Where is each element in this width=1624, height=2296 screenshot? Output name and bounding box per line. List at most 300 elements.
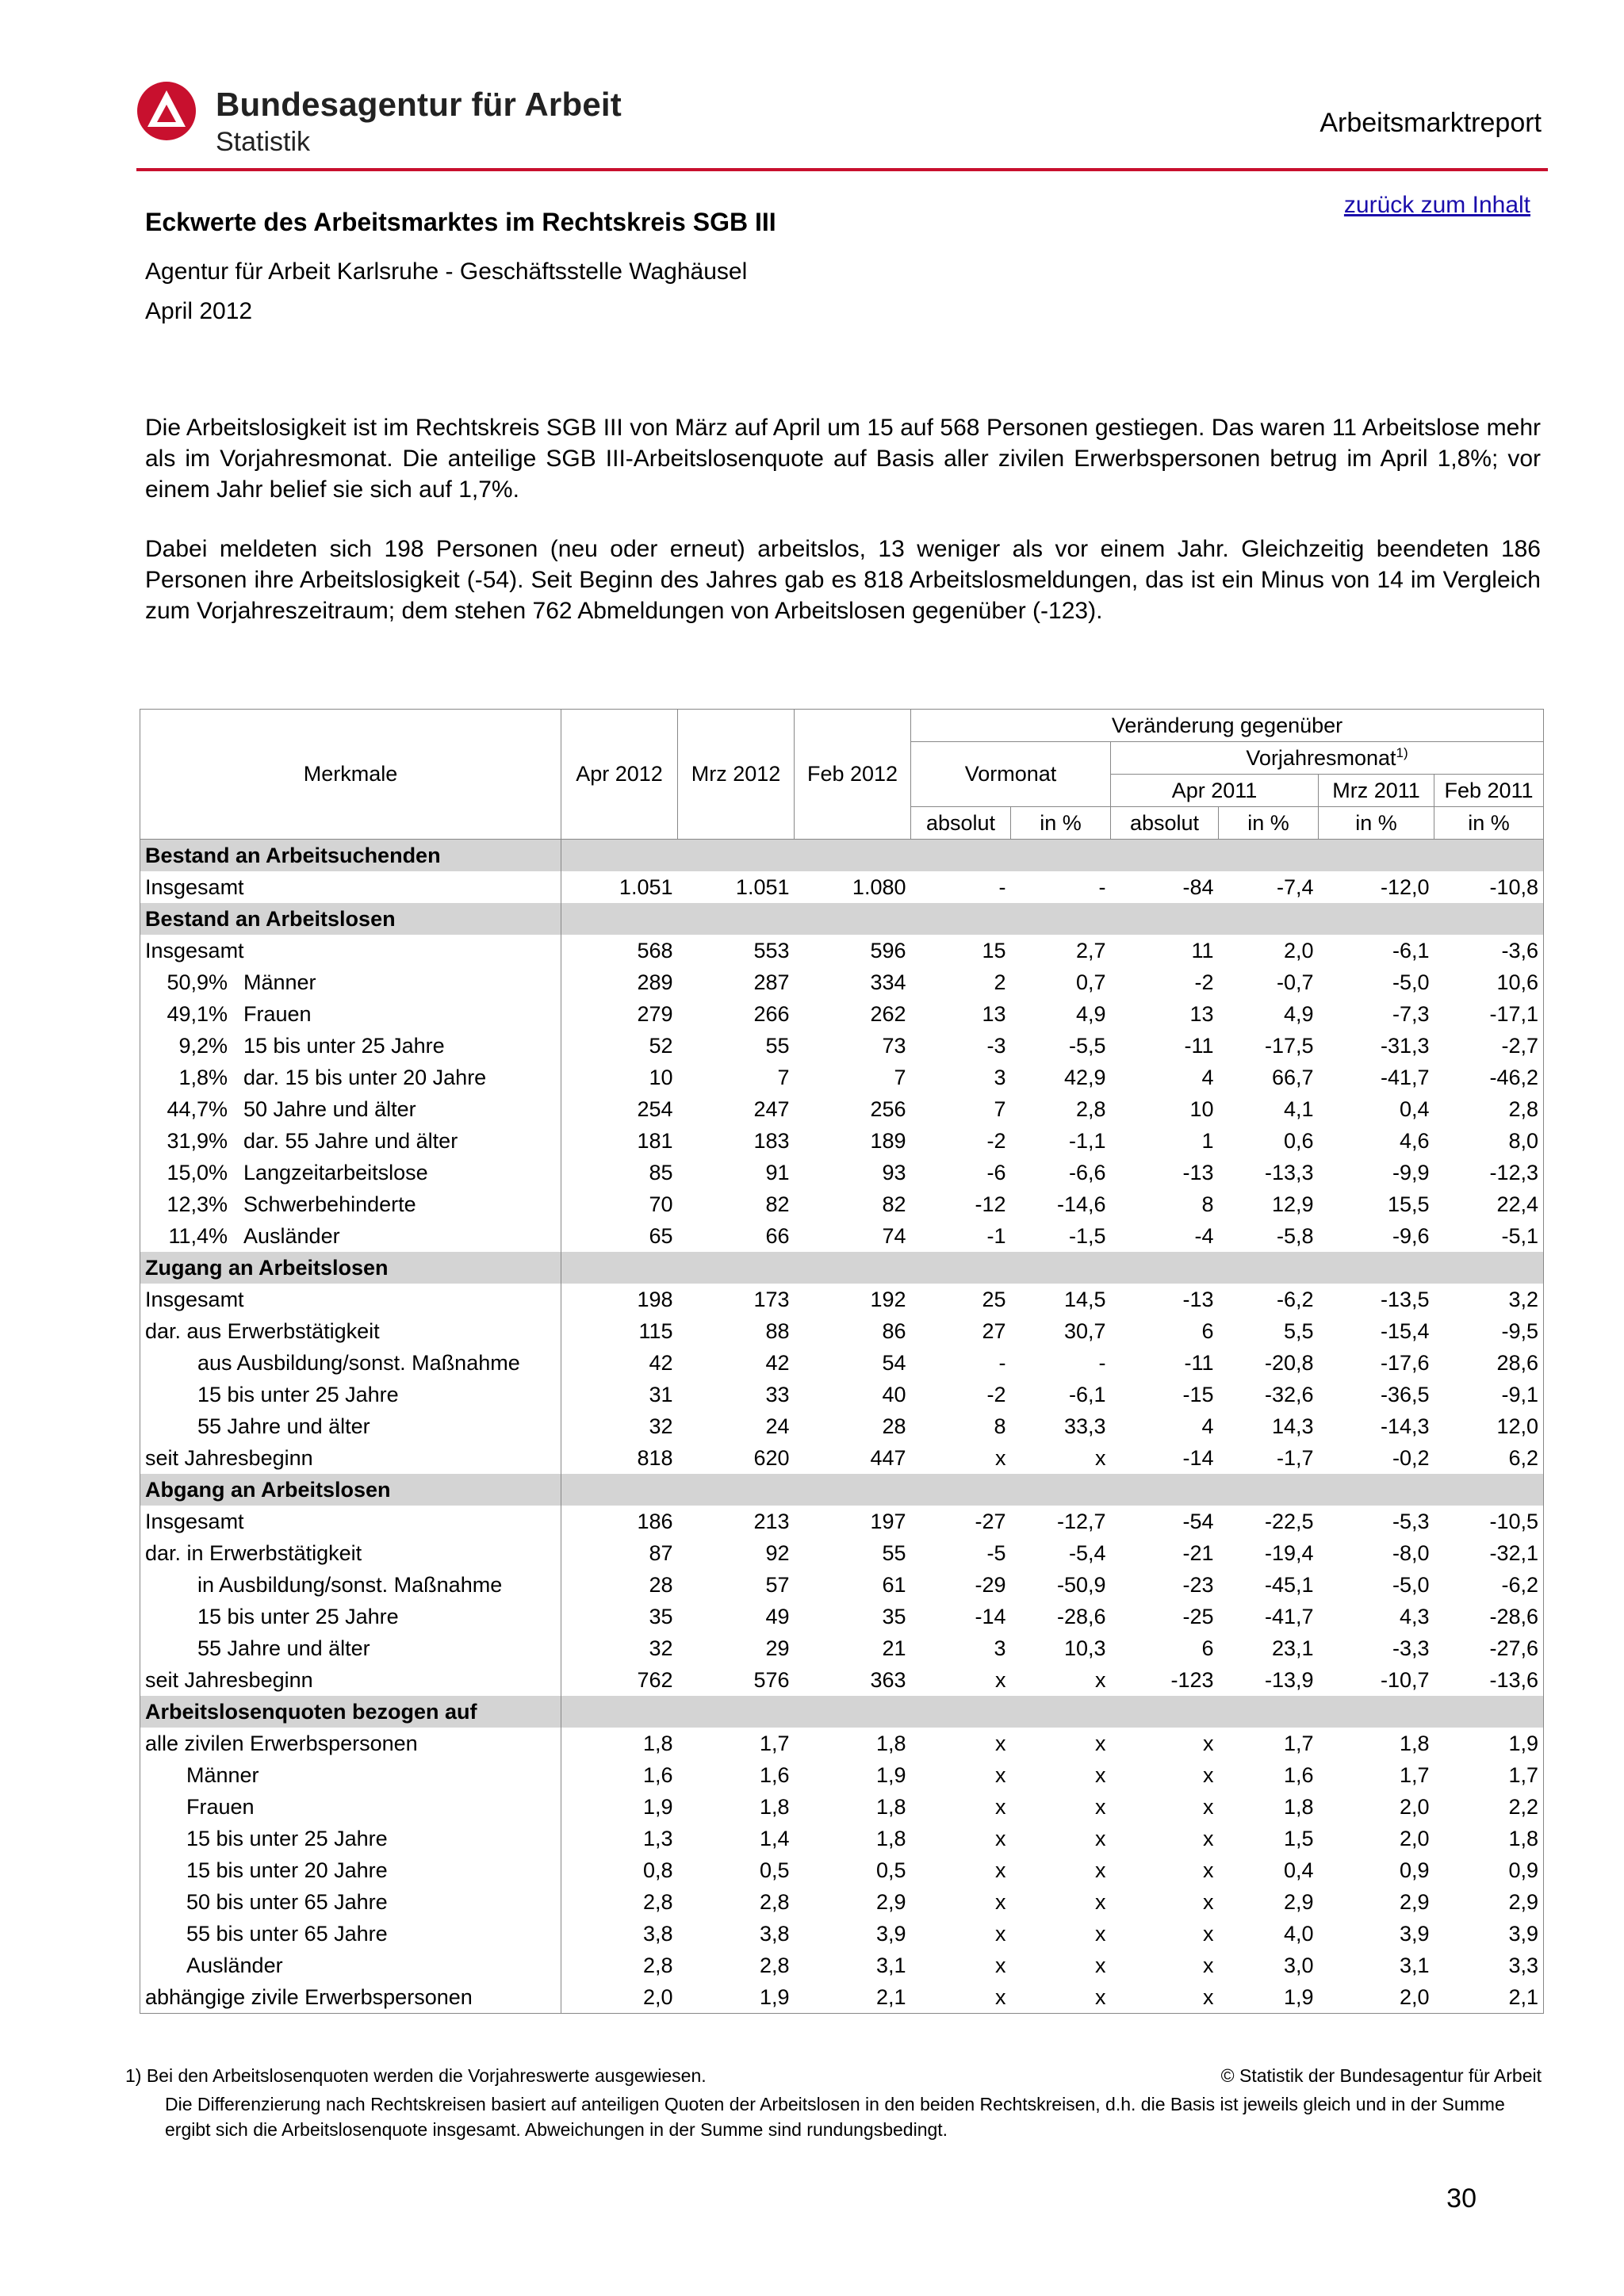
value-cell: 12,0 — [1434, 1410, 1544, 1442]
value-cell: x — [1095, 1858, 1106, 1882]
value-cell: -6,2 — [1434, 1569, 1544, 1601]
row-label-cell — [140, 871, 561, 903]
value-cell: x — [1095, 1953, 1106, 1977]
value-cell: 15,5 — [1387, 1192, 1430, 1216]
value-cell: 7 — [894, 1065, 906, 1089]
row-label: 55 bis unter 65 Jahre — [186, 1921, 388, 1946]
table-row — [140, 1284, 1544, 1315]
value-cell: -2 — [1194, 970, 1214, 994]
value-cell: x — [995, 1953, 1006, 1977]
value-cell: 92 — [765, 1540, 790, 1565]
value-cell: 287 — [753, 970, 790, 994]
row-label: in Ausbildung/sonst. Maßnahme — [197, 1572, 503, 1597]
row-label-cell — [140, 1886, 561, 1918]
value-cell: 247 — [753, 1096, 790, 1121]
header-mrz2012: Mrz 2012 — [678, 710, 795, 840]
value-cell: -14 — [1182, 1445, 1214, 1470]
value-cell: 91 — [765, 1160, 790, 1184]
value-cell: -13 — [1182, 1160, 1214, 1184]
table-row — [140, 1442, 1544, 1474]
ba-logo-icon — [136, 81, 197, 141]
value-cell: 57 — [765, 1572, 790, 1597]
value-cell: x — [911, 1981, 1011, 2014]
value-cell: 10 — [1189, 1096, 1214, 1121]
value-cell: 0,7 — [1075, 970, 1106, 994]
row-label-cell — [140, 1062, 561, 1093]
table-row — [140, 1093, 1544, 1125]
value-cell: 25 — [982, 1287, 1006, 1311]
row-label-cell — [140, 1315, 561, 1347]
value-cell: -2 — [986, 1382, 1006, 1406]
value-cell: x — [1095, 1921, 1106, 1946]
summary-paragraph-2: Dabei meldeten sich 198 Personen (neu oder erneut) arbeitslos, 13 weniger als vor einem Jahr. Gleichzeitig beendeten 186 Personen ihre Arbeitslosigkeit (-54). Seit Beginn des Jahres gab es 818 Arbeitslosmeldungen, das ist ein Minus von 14 im Vergleich zum Vorjahreszeitraum; dem stehen 762 Abmeldungen von Arbeitslosen gegenüber (-123). — [145, 536, 1541, 624]
row-label: 50 bis unter 65 Jahre — [186, 1889, 388, 1914]
value-cell: 1,7 — [1434, 1759, 1544, 1791]
table-row — [140, 1315, 1544, 1347]
value-cell: -0,2 — [1392, 1445, 1430, 1470]
value-cell: 2,9 — [875, 1889, 906, 1914]
value-cell: -21 — [1182, 1540, 1214, 1565]
value-cell: 198 — [637, 1287, 673, 1311]
value-cell: x — [995, 1445, 1006, 1470]
value-cell: -20,8 — [1264, 1350, 1314, 1375]
row-share: 31,9% — [167, 1128, 228, 1153]
row-label: Ausländer — [243, 1223, 340, 1248]
value-cell: 66 — [765, 1223, 790, 1248]
value-cell: 279 — [637, 1001, 673, 1026]
value-cell: 87 — [649, 1540, 673, 1565]
section-fill — [561, 903, 1544, 935]
value-cell: x — [1203, 1889, 1214, 1914]
row-label: seit Jahresbeginn — [145, 1667, 313, 1692]
table-row — [140, 1157, 1544, 1188]
row-label-cell — [140, 1950, 561, 1981]
value-cell: - — [998, 874, 1006, 899]
value-cell: x — [1095, 1889, 1106, 1914]
row-label: Männer — [186, 1762, 259, 1787]
value-cell: -14,3 — [1380, 1414, 1430, 1438]
value-cell: 2,8 — [759, 1889, 790, 1914]
row-label: 15 bis unter 25 Jahre — [197, 1382, 399, 1406]
header-feb2012: Feb 2012 — [795, 710, 911, 840]
value-cell: 1.080 — [852, 874, 906, 899]
table-row — [140, 1981, 1544, 2014]
value-cell: x — [995, 1731, 1006, 1755]
footnote-2: Die Differenzierung nach Rechtskreisen basiert auf anteiligen Quoten der Arbeitslosen in den beiden Rechtskreisen, d.h. die Basis ist jeweils gleich und in der Summe ergibt sich die Arbeitslosenquote insgesamt. Abweichungen in der Summe sind rundungsbedingt. — [165, 2094, 1505, 2140]
value-cell: 32 — [649, 1636, 673, 1660]
row-label-cell — [140, 1220, 561, 1252]
value-cell: -13,3 — [1264, 1160, 1314, 1184]
value-cell: 2,7 — [1075, 938, 1106, 962]
value-cell: -27 — [975, 1509, 1006, 1533]
value-cell: 0,6 — [1283, 1128, 1314, 1153]
value-cell: 568 — [637, 938, 673, 962]
value-cell: -5,3 — [1392, 1509, 1430, 1533]
section-header-row — [140, 1696, 1544, 1728]
row-label-cell — [140, 1157, 561, 1188]
value-cell: -3 — [986, 1033, 1006, 1058]
value-cell: -5,0 — [1392, 970, 1430, 994]
value-cell: -27,6 — [1434, 1632, 1544, 1664]
value-cell: 2,0 — [1399, 1826, 1430, 1850]
row-label: 15 bis unter 25 Jahre — [186, 1826, 388, 1850]
row-label: 55 Jahre und älter — [197, 1414, 370, 1438]
value-cell: 8,0 — [1434, 1125, 1544, 1157]
section-header-row — [140, 1252, 1544, 1284]
row-label-cell — [140, 1728, 561, 1759]
table-row — [140, 1632, 1544, 1664]
value-cell: -29 — [975, 1572, 1006, 1597]
value-cell: x — [1095, 1826, 1106, 1850]
row-label: Männer — [243, 970, 316, 994]
value-cell: 4 — [1201, 1414, 1214, 1438]
header-veraenderung: Veränderung gegenüber — [911, 710, 1544, 742]
value-cell: 0,4 — [1283, 1858, 1314, 1882]
value-cell: 115 — [638, 1318, 673, 1343]
value-cell: -12 — [975, 1192, 1006, 1216]
value-cell: 1,8 — [1434, 1823, 1544, 1854]
value-cell: 186 — [637, 1509, 673, 1533]
header-apr2011-pct: in % — [1219, 807, 1319, 840]
value-cell: 2,0 — [1319, 1981, 1434, 2014]
value-cell: -41,7 — [1380, 1065, 1430, 1089]
value-cell: -15,4 — [1380, 1318, 1430, 1343]
value-cell: 181 — [637, 1128, 673, 1153]
row-label: dar. aus Erwerbstätigkeit — [145, 1318, 380, 1343]
section-header-row — [140, 1474, 1544, 1506]
value-cell: 1.051 — [619, 874, 673, 899]
header-vorjahresmonat — [1111, 742, 1544, 775]
value-cell: 86 — [882, 1318, 906, 1343]
table-row — [140, 1664, 1544, 1696]
row-label: dar. in Erwerbstätigkeit — [145, 1540, 362, 1565]
labour-market-table — [140, 709, 1544, 2014]
value-cell: 213 — [753, 1509, 790, 1533]
value-cell: x — [995, 1794, 1006, 1819]
value-cell: 1,8 — [875, 1731, 906, 1755]
value-cell: -6,2 — [1276, 1287, 1314, 1311]
value-cell: 173 — [753, 1287, 790, 1311]
value-cell: 1,8 — [1283, 1794, 1314, 1819]
value-cell: 1,9 — [1434, 1728, 1544, 1759]
value-cell: -10,5 — [1434, 1506, 1544, 1537]
header-apr2011-absolut: absolut — [1111, 807, 1219, 840]
footnote-mark: 1) — [1396, 745, 1408, 760]
row-label: 15 bis unter 20 Jahre — [186, 1858, 388, 1882]
value-cell: -5 — [986, 1540, 1006, 1565]
row-label-cell — [140, 1093, 561, 1125]
section-fill — [561, 1252, 1544, 1284]
table-row — [140, 1347, 1544, 1379]
value-cell: 1,9 — [642, 1794, 673, 1819]
section-title: Arbeitslosenquoten bezogen auf — [140, 1696, 561, 1728]
table-row — [140, 935, 1544, 966]
value-cell: 10,6 — [1434, 966, 1544, 998]
value-cell: 363 — [870, 1667, 906, 1692]
value-cell: - — [1098, 874, 1106, 899]
value-cell: 1,7 — [759, 1731, 790, 1755]
value-cell: 35 — [649, 1604, 673, 1628]
value-cell: 1,4 — [759, 1826, 790, 1850]
value-cell: 3,8 — [759, 1921, 790, 1946]
value-cell: 3,8 — [642, 1921, 673, 1946]
row-label-cell — [140, 1410, 561, 1442]
row-share: 15,0% — [167, 1160, 228, 1184]
value-cell: -13,6 — [1434, 1664, 1544, 1696]
value-cell: 4,9 — [1283, 1001, 1314, 1026]
value-cell: - — [998, 1350, 1006, 1375]
value-cell: 12,9 — [1271, 1192, 1314, 1216]
value-cell: x — [995, 1858, 1006, 1882]
value-cell: 61 — [882, 1572, 906, 1597]
value-cell: 7 — [777, 1065, 790, 1089]
value-cell: -1 — [986, 1223, 1006, 1248]
row-label-cell — [140, 1347, 561, 1379]
value-cell: 66,7 — [1271, 1065, 1314, 1089]
value-cell: 2 — [994, 970, 1006, 994]
value-cell: 11 — [1191, 938, 1214, 962]
value-cell: 74 — [882, 1223, 906, 1248]
section-header-row — [140, 903, 1544, 935]
value-cell: 35 — [882, 1604, 906, 1628]
value-cell: -5,5 — [1068, 1033, 1106, 1058]
value-cell: 1,9 — [678, 1981, 795, 2014]
value-cell: -1,5 — [1068, 1223, 1106, 1248]
value-cell: 1,7 — [1399, 1762, 1430, 1787]
value-cell: x — [1095, 1762, 1106, 1787]
value-cell: 3,1 — [875, 1953, 906, 1977]
value-cell: -9,9 — [1392, 1160, 1430, 1184]
value-cell: x — [1203, 1826, 1214, 1850]
row-label-cell — [140, 1379, 561, 1410]
value-cell: 22,4 — [1434, 1188, 1544, 1220]
table-row — [140, 1886, 1544, 1918]
value-cell: -4 — [1194, 1223, 1214, 1248]
header-merkmale: Merkmale — [140, 710, 561, 840]
value-cell: 31 — [649, 1382, 673, 1406]
value-cell: -41,7 — [1264, 1604, 1314, 1628]
row-label-cell — [140, 1854, 561, 1886]
value-cell: 189 — [870, 1128, 906, 1153]
value-cell: 10,3 — [1063, 1636, 1106, 1660]
value-cell: - — [1098, 1350, 1106, 1375]
row-label-cell — [140, 1506, 561, 1537]
value-cell: -6,1 — [1392, 938, 1430, 962]
value-cell: 28 — [882, 1414, 906, 1438]
table-row — [140, 871, 1544, 903]
row-label-cell — [140, 1664, 561, 1696]
value-cell: 2,8 — [642, 1889, 673, 1914]
value-cell: -12,3 — [1434, 1157, 1544, 1188]
value-cell: 2,1 — [795, 1981, 911, 2014]
value-cell: 55 — [765, 1033, 790, 1058]
value-cell: x — [1095, 1794, 1106, 1819]
value-cell: -12,7 — [1056, 1509, 1106, 1533]
value-cell: 24 — [765, 1414, 790, 1438]
org-name: Bundesagentur für Arbeit — [216, 86, 622, 123]
value-cell: -13,9 — [1264, 1667, 1314, 1692]
value-cell: 192 — [870, 1287, 906, 1311]
value-cell: 1,8 — [759, 1794, 790, 1819]
value-cell: x — [1203, 1953, 1214, 1977]
row-label-cell — [140, 1981, 561, 2014]
value-cell: 14,3 — [1271, 1414, 1314, 1438]
value-cell: -3,3 — [1392, 1636, 1430, 1660]
value-cell: 1,9 — [875, 1762, 906, 1787]
value-cell: 2,8 — [1075, 1096, 1106, 1121]
value-cell: 6 — [1201, 1318, 1214, 1343]
header-mrz2011-pct: in % — [1319, 807, 1434, 840]
table-row — [140, 1728, 1544, 1759]
value-cell: 3,2 — [1434, 1284, 1544, 1315]
table-row — [140, 1125, 1544, 1157]
value-cell: -54 — [1182, 1509, 1214, 1533]
value-cell: 70 — [649, 1192, 673, 1216]
value-cell: 2,9 — [1434, 1886, 1544, 1918]
value-cell: 0,8 — [642, 1858, 673, 1882]
table-row — [140, 1379, 1544, 1410]
value-cell: -36,5 — [1380, 1382, 1430, 1406]
value-cell: 2,0 — [561, 1981, 678, 2014]
row-label-cell — [140, 998, 561, 1030]
value-cell: -17,5 — [1264, 1033, 1314, 1058]
value-cell: -5,1 — [1434, 1220, 1544, 1252]
value-cell: 2,8 — [1434, 1093, 1544, 1125]
header-feb2011: Feb 2011 — [1434, 775, 1544, 807]
table-body — [140, 840, 1544, 2014]
value-cell: -0,7 — [1276, 970, 1314, 994]
row-label-cell — [140, 1442, 561, 1474]
row-share: 12,3% — [167, 1192, 228, 1216]
value-cell: x — [1203, 1731, 1214, 1755]
header-divider — [136, 168, 1548, 171]
document-subtitle: Agentur für Arbeit Karlsruhe - Geschäftsstelle Waghäusel — [145, 258, 748, 285]
header-mrz2011: Mrz 2011 — [1319, 775, 1434, 807]
value-cell: x — [1203, 1794, 1214, 1819]
value-cell: 254 — [637, 1096, 673, 1121]
table-row — [140, 1759, 1544, 1791]
value-cell: -6,1 — [1068, 1382, 1106, 1406]
table-row — [140, 1537, 1544, 1569]
value-cell: 197 — [870, 1509, 906, 1533]
value-cell: 4,9 — [1075, 1001, 1106, 1026]
row-label: 55 Jahre und älter — [197, 1636, 370, 1660]
value-cell: -22,5 — [1264, 1509, 1314, 1533]
value-cell: -1,1 — [1068, 1128, 1106, 1153]
row-label: Insgesamt — [145, 874, 244, 899]
value-cell: 1.051 — [735, 874, 790, 899]
row-label: dar. 15 bis unter 20 Jahre — [243, 1065, 487, 1089]
header-vormonat-absolut: absolut — [911, 807, 1011, 840]
value-cell: 23,1 — [1271, 1636, 1314, 1660]
header-apr2012: Apr 2012 — [561, 710, 678, 840]
row-share: 50,9% — [167, 970, 228, 994]
value-cell: -7,3 — [1392, 1001, 1430, 1026]
value-cell: 4,6 — [1399, 1128, 1430, 1153]
value-cell: 334 — [870, 970, 906, 994]
value-cell: 33 — [765, 1382, 790, 1406]
header-vorjahresmonat-label: Vorjahresmonat — [1246, 746, 1396, 770]
row-label: Insgesamt — [145, 1287, 244, 1311]
value-cell: x — [995, 1667, 1006, 1692]
value-cell: 30,7 — [1063, 1318, 1106, 1343]
value-cell: 1,5 — [1283, 1826, 1314, 1850]
value-cell: -31,3 — [1380, 1033, 1430, 1058]
value-cell: -46,2 — [1434, 1062, 1544, 1093]
value-cell: 15 — [982, 938, 1006, 962]
document-date: April 2012 — [145, 298, 253, 324]
row-label: 50 Jahre und älter — [243, 1096, 416, 1121]
value-cell: 266 — [753, 1001, 790, 1026]
value-cell: 54 — [882, 1350, 906, 1375]
value-cell: 85 — [649, 1160, 673, 1184]
value-cell: 8 — [994, 1414, 1006, 1438]
value-cell: 1 — [1201, 1128, 1214, 1153]
table-row — [140, 1950, 1544, 1981]
row-share: 1,8% — [178, 1065, 228, 1089]
row-label-cell — [140, 1284, 561, 1315]
section-fill — [561, 1696, 1544, 1728]
value-cell: 2,8 — [642, 1953, 673, 1977]
value-cell: 1,9 — [1219, 1981, 1319, 2014]
value-cell: 32 — [649, 1414, 673, 1438]
document-title: Eckwerte des Arbeitsmarktes im Rechtskreis SGB III — [145, 208, 776, 236]
header-apr2011: Apr 2011 — [1111, 775, 1319, 807]
value-cell: 13 — [1189, 1001, 1214, 1026]
value-cell: x — [1095, 1445, 1106, 1470]
value-cell: 55 — [882, 1540, 906, 1565]
row-label: abhängige zivile Erwerbspersonen — [145, 1984, 473, 2009]
row-label-cell — [140, 1759, 561, 1791]
value-cell: x — [1203, 1858, 1214, 1882]
row-label: 15 bis unter 25 Jahre — [243, 1033, 445, 1058]
value-cell: 6,2 — [1434, 1442, 1544, 1474]
value-cell: 42 — [649, 1350, 673, 1375]
value-cell: 576 — [753, 1667, 790, 1692]
value-cell: -17,1 — [1434, 998, 1544, 1030]
value-cell: 49 — [765, 1604, 790, 1628]
row-label: aus Ausbildung/sonst. Maßnahme — [197, 1350, 520, 1375]
row-label: Frauen — [186, 1794, 255, 1819]
value-cell: 2,0 — [1399, 1794, 1430, 1819]
row-label-cell — [140, 1823, 561, 1854]
value-cell: 21 — [882, 1636, 906, 1660]
row-label-cell — [140, 935, 561, 966]
value-cell: 1,8 — [1399, 1731, 1430, 1755]
header-vormonat: Vormonat — [911, 742, 1111, 807]
value-cell: 33,3 — [1063, 1414, 1106, 1438]
back-to-contents-link[interactable]: zurück zum Inhalt — [1343, 192, 1530, 218]
value-cell: -28,6 — [1056, 1604, 1106, 1628]
section-title: Abgang an Arbeitslosen — [140, 1474, 561, 1506]
value-cell: -11 — [1184, 1350, 1214, 1375]
value-cell: -5,0 — [1392, 1572, 1430, 1597]
value-cell: x — [1011, 1981, 1111, 2014]
value-cell: 42 — [765, 1350, 790, 1375]
value-cell: 27 — [982, 1318, 1006, 1343]
value-cell: 6 — [1201, 1636, 1214, 1660]
value-cell: 14,5 — [1063, 1287, 1106, 1311]
value-cell: -3,6 — [1434, 935, 1544, 966]
value-cell: 183 — [753, 1128, 790, 1153]
section-fill — [561, 1474, 1544, 1506]
table-row — [140, 1062, 1544, 1093]
value-cell: 256 — [870, 1096, 906, 1121]
value-cell: 82 — [765, 1192, 790, 1216]
value-cell: 620 — [753, 1445, 790, 1470]
table-row — [140, 1601, 1544, 1632]
value-cell: -84 — [1182, 874, 1214, 899]
